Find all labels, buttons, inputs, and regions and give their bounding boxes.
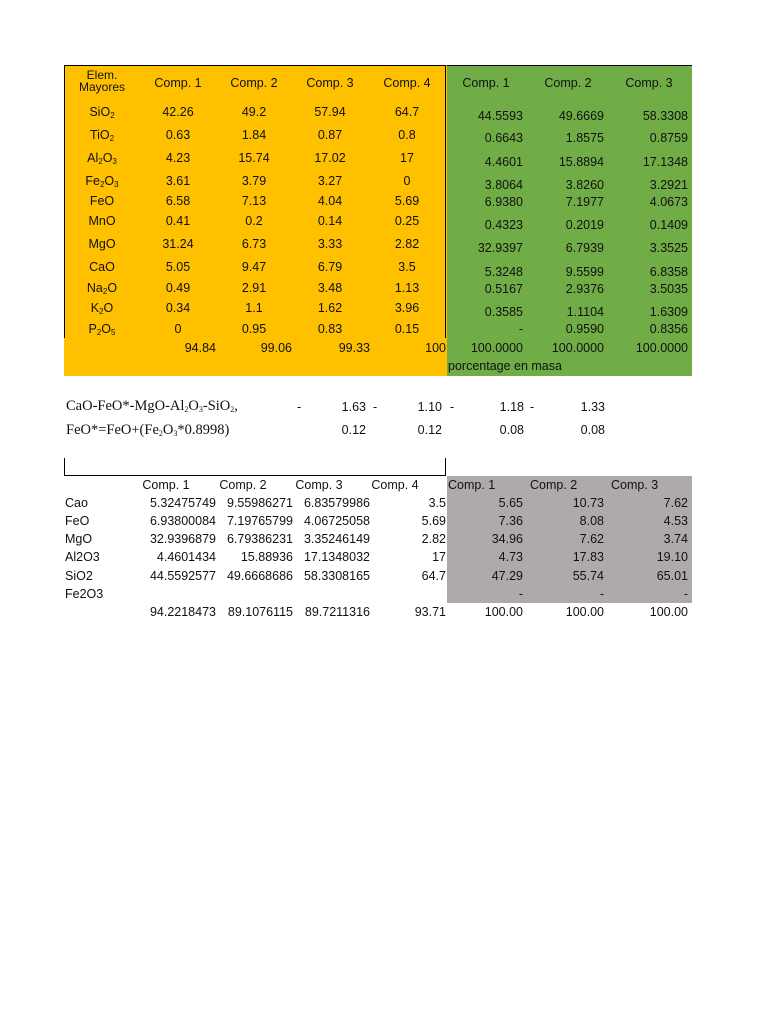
table2-total: 89.1076115	[227, 605, 293, 619]
table2-gray-total: 100.00	[484, 605, 523, 619]
row-label	[62, 237, 142, 251]
green-cell: 0.4323	[484, 218, 523, 232]
green-header: Comp. 2	[544, 76, 592, 90]
table2-cell: 2.82	[421, 532, 446, 546]
subscript: 2	[110, 111, 115, 120]
green-cell: 6.7939	[565, 241, 604, 255]
table2-gray-cell: 4.53	[663, 514, 688, 528]
green-top-border	[447, 65, 692, 66]
table2-gray-cell: 7.62	[579, 532, 604, 546]
table2-gray-cell: 3.74	[663, 532, 688, 546]
orange-cell: 3.33	[317, 237, 343, 251]
green-cell: 58.3308	[642, 109, 688, 123]
table2-gray-cell: 55.74	[572, 569, 604, 583]
orange-cell: 4.04	[317, 194, 343, 208]
formula-line-1: CaO-$FeO*-MgO-Al_2O_3-SiO_2$,	[66, 398, 238, 414]
table2-gray-header: Comp. 1	[448, 478, 496, 492]
orange-header: Comp. 3	[306, 76, 354, 90]
table2-gray-header: Comp. 3	[611, 478, 659, 492]
green-cell: 44.5593	[477, 109, 523, 123]
subscript: 2	[99, 180, 105, 189]
formula-part: Al	[87, 151, 99, 165]
green-header: Comp. 3	[625, 76, 673, 90]
orange-cell: 6.73	[241, 237, 267, 251]
table2-cell: 4.06725058	[303, 514, 370, 528]
table2-row-label: FeO	[65, 514, 90, 528]
orange-cell: 1.13	[394, 281, 420, 295]
orange-header: Comp. 1	[154, 76, 202, 90]
green-cell: 17.1348	[642, 155, 688, 169]
table2-gray-cell: -	[683, 587, 688, 601]
green-cell: 3.8064	[484, 178, 523, 192]
green-cell: 15.8894	[558, 155, 604, 169]
orange-cell: 5.69	[394, 194, 420, 208]
table2-cell: 49.6668686	[226, 569, 293, 583]
orange-total: 94.84	[184, 341, 216, 355]
row-label	[62, 281, 142, 295]
table2-cell: 44.5592577	[149, 569, 216, 583]
orange-cell: 0.2	[245, 214, 263, 228]
table2-row-label: MgO	[65, 532, 93, 546]
green-cell: -	[518, 322, 523, 336]
table2-gray-total: 100.00	[649, 605, 688, 619]
table2-total: 93.71	[414, 605, 446, 619]
subscript: 2	[96, 328, 102, 337]
orange-cell: 49.2	[241, 105, 267, 119]
table2-header: Comp. 2	[219, 478, 267, 492]
table2-header: Comp. 3	[295, 478, 343, 492]
orange-cell: 0.83	[317, 322, 343, 336]
green-total: 100.0000	[551, 341, 604, 355]
green-cell: 3.3525	[649, 241, 688, 255]
green-cell: 0.5167	[484, 282, 523, 296]
formula-part: O	[102, 151, 113, 165]
table2-cell: 6.93800084	[149, 514, 216, 528]
green-cell: 1.6309	[649, 305, 688, 319]
green-total: 100.0000	[635, 341, 688, 355]
orange-cell: 0.34	[165, 301, 191, 315]
orange-cell: 31.24	[162, 237, 194, 251]
table2-row-label: Fe2O3	[65, 587, 104, 601]
green-cell: 1.8575	[565, 131, 604, 145]
orange-cell: 0.14	[317, 214, 343, 228]
formula-part: CaO	[89, 260, 115, 274]
subscript: 2	[99, 307, 104, 316]
orange-cell: 3.48	[317, 281, 343, 295]
orange-cell: 64.7	[394, 105, 420, 119]
green-cell: 3.2921	[649, 178, 688, 192]
formula-part: O	[101, 322, 112, 336]
table2-cell: 17.1348032	[303, 550, 370, 564]
table2-cell: 64.7	[421, 569, 446, 583]
orange-total: 99.33	[338, 341, 370, 355]
formula-part: MnO	[88, 214, 116, 228]
dash: -	[530, 400, 535, 414]
orange-header: Comp. 4	[383, 76, 431, 90]
table2-gray-cell: 19.10	[656, 550, 688, 564]
dash: -	[373, 400, 378, 414]
orange-cell: 15.74	[238, 151, 270, 165]
header-elem-line1: Elem.	[86, 68, 118, 82]
table2-gray-cell: 7.62	[663, 496, 688, 510]
orange-cell: 0	[403, 174, 411, 188]
green-cell: 0.6643	[484, 131, 523, 145]
formula-part: MgO	[88, 237, 116, 251]
orange-header: Comp. 2	[230, 76, 278, 90]
table2-cell: 17	[432, 550, 446, 564]
green-cell: 0.9590	[565, 322, 604, 336]
table2-cell: 5.32475749	[149, 496, 216, 510]
orange-total: 100	[425, 341, 446, 355]
formula-value-2: 0.12	[341, 423, 366, 437]
subscript: 2	[102, 287, 108, 296]
formula-part: K	[90, 301, 100, 315]
subscript: 5	[111, 328, 116, 337]
row-label	[62, 194, 142, 208]
formula-value-1: 1.33	[580, 400, 605, 414]
formula-part: TiO	[89, 128, 110, 142]
table2-row-label: SiO2	[65, 569, 93, 583]
subscript: 2	[109, 134, 115, 143]
orange-cell: 3.61	[165, 174, 191, 188]
orange-cell: 0.95	[241, 322, 267, 336]
subscript: 3	[112, 157, 117, 166]
formula-part: P	[88, 322, 97, 336]
table2-gray-cell: 4.73	[498, 550, 523, 564]
orange-cell: 6.58	[165, 194, 191, 208]
orange-cell: 17.02	[314, 151, 346, 165]
table2-cell: 7.19765799	[226, 514, 293, 528]
formula-part: SiO	[89, 105, 111, 119]
table2-total: 89.7211316	[304, 605, 370, 619]
table2-gray-header: Comp. 2	[530, 478, 578, 492]
green-cell: 0.2019	[565, 218, 604, 232]
orange-cell: 57.94	[314, 105, 346, 119]
orange-cell: 17	[400, 151, 414, 165]
row-label	[62, 105, 142, 119]
orange-cell: 3.96	[394, 301, 420, 315]
row-label	[62, 174, 142, 188]
table2-cell: 6.83579986	[303, 496, 370, 510]
table2-gray-cell: 17.83	[572, 550, 604, 564]
green-cell: 2.9376	[565, 282, 604, 296]
formula-value-1: 1.63	[341, 400, 366, 414]
table2-cell: 3.5	[428, 496, 446, 510]
table2-header: Comp. 4	[371, 478, 419, 492]
table2-gray-cell: 5.65	[498, 496, 523, 510]
footnote: porcentage en masa	[448, 359, 562, 373]
orange-total: 99.06	[260, 341, 292, 355]
orange-cell: 9.47	[241, 260, 267, 274]
orange-cell: 3.79	[241, 174, 267, 188]
formula-value-1: 1.18	[499, 400, 524, 414]
table2-gray-cell: 47.29	[491, 569, 523, 583]
orange-cell: 0.63	[165, 128, 191, 142]
formula-part: O	[103, 301, 114, 315]
row-label	[62, 322, 142, 336]
orange-cell: 0	[174, 322, 182, 336]
table2-total: 94.2218473	[149, 605, 216, 619]
table2-row-label: Cao	[65, 496, 88, 510]
table2-gray-cell: 7.36	[498, 514, 523, 528]
green-cell: 5.3248	[484, 265, 523, 279]
green-cell: 4.4601	[484, 155, 523, 169]
table2-cell: 5.69	[421, 514, 446, 528]
orange-cell: 0.49	[165, 281, 191, 295]
table2-gray-cell: -	[599, 587, 604, 601]
green-cell: 4.0673	[649, 195, 688, 209]
header-elem	[67, 69, 137, 93]
table2-gray-cell: 65.01	[656, 569, 688, 583]
row-label	[62, 301, 142, 315]
dash: -	[297, 400, 302, 414]
orange-cell: 0.15	[394, 322, 420, 336]
formula-line-2: $FeO*=FeO+(Fe_2O_3*0.8998)$	[66, 422, 230, 438]
row-label	[62, 128, 142, 142]
row-label	[62, 214, 142, 228]
green-cell: 1.1104	[566, 305, 604, 319]
table2-gray-total: 100.00	[565, 605, 604, 619]
green-cell: 6.8358	[649, 265, 688, 279]
formula-part: Na	[86, 281, 103, 295]
orange-cell: 2.82	[394, 237, 420, 251]
table2-cell: 9.55986271	[226, 496, 293, 510]
table2-cell: 6.79386231	[226, 532, 293, 546]
table2-gray-cell: 34.96	[491, 532, 523, 546]
orange-cell: 42.26	[162, 105, 194, 119]
row-label	[62, 260, 142, 274]
table2-gray-cell: 10.73	[572, 496, 604, 510]
green-cell: 32.9397	[477, 241, 523, 255]
green-cell: 0.8759	[649, 131, 688, 145]
table2-row-label: Al2O3	[65, 550, 100, 564]
formula-part: O	[107, 281, 118, 295]
green-cell: 7.1977	[565, 195, 604, 209]
orange-cell: 0.41	[165, 214, 191, 228]
orange-cell: 0.25	[394, 214, 420, 228]
table2-gray-cell: -	[518, 587, 523, 601]
table2-cell: 15.88936	[240, 550, 293, 564]
green-cell: 0.3585	[484, 305, 523, 319]
orange-cell: 3.27	[317, 174, 343, 188]
formula-value-2: 0.08	[499, 423, 524, 437]
green-cell: 3.5035	[649, 282, 688, 296]
orange-cell: 2.91	[241, 281, 267, 295]
orange-cell: 1.1	[245, 301, 263, 315]
green-cell: 0.8356	[649, 322, 688, 336]
subscript: 2	[98, 157, 103, 166]
bracket-line	[64, 458, 446, 476]
table2-cell: 32.9396879	[149, 532, 216, 546]
formula-value-1: 1.10	[417, 400, 442, 414]
subscript: 3	[114, 180, 119, 189]
green-cell: 0.1409	[649, 218, 688, 232]
green-cell: 9.5599	[565, 265, 604, 279]
green-header: Comp. 1	[462, 76, 510, 90]
orange-cell: 1.84	[241, 128, 267, 142]
orange-cell: 7.13	[241, 194, 267, 208]
orange-cell: 1.62	[317, 301, 343, 315]
orange-cell: 4.23	[165, 151, 191, 165]
row-label	[62, 151, 142, 165]
orange-cell: 5.05	[165, 260, 191, 274]
table2-gray-cell: 8.08	[579, 514, 604, 528]
green-total: 100.0000	[470, 341, 523, 355]
table2-cell: 4.4601434	[156, 550, 216, 564]
formula-part: Fe	[85, 174, 100, 188]
table2-header: Comp. 1	[142, 478, 190, 492]
orange-cell: 3.5	[398, 260, 416, 274]
orange-cell: 0.87	[317, 128, 343, 142]
header-elem-line2: Mayores	[78, 80, 125, 94]
formula-value-2: 0.12	[417, 423, 442, 437]
dash: -	[450, 400, 455, 414]
formula-value-2: 0.08	[580, 423, 605, 437]
table2-cell: 58.3308165	[303, 569, 370, 583]
green-cell: 3.8260	[565, 178, 604, 192]
orange-cell: 6.79	[317, 260, 343, 274]
orange-cell: 0.8	[398, 128, 416, 142]
green-cell: 6.9380	[484, 195, 523, 209]
formula-part: FeO	[89, 194, 115, 208]
formula-part: O	[104, 174, 115, 188]
table2-cell: 3.35246149	[303, 532, 370, 546]
green-cell: 49.6669	[558, 109, 604, 123]
